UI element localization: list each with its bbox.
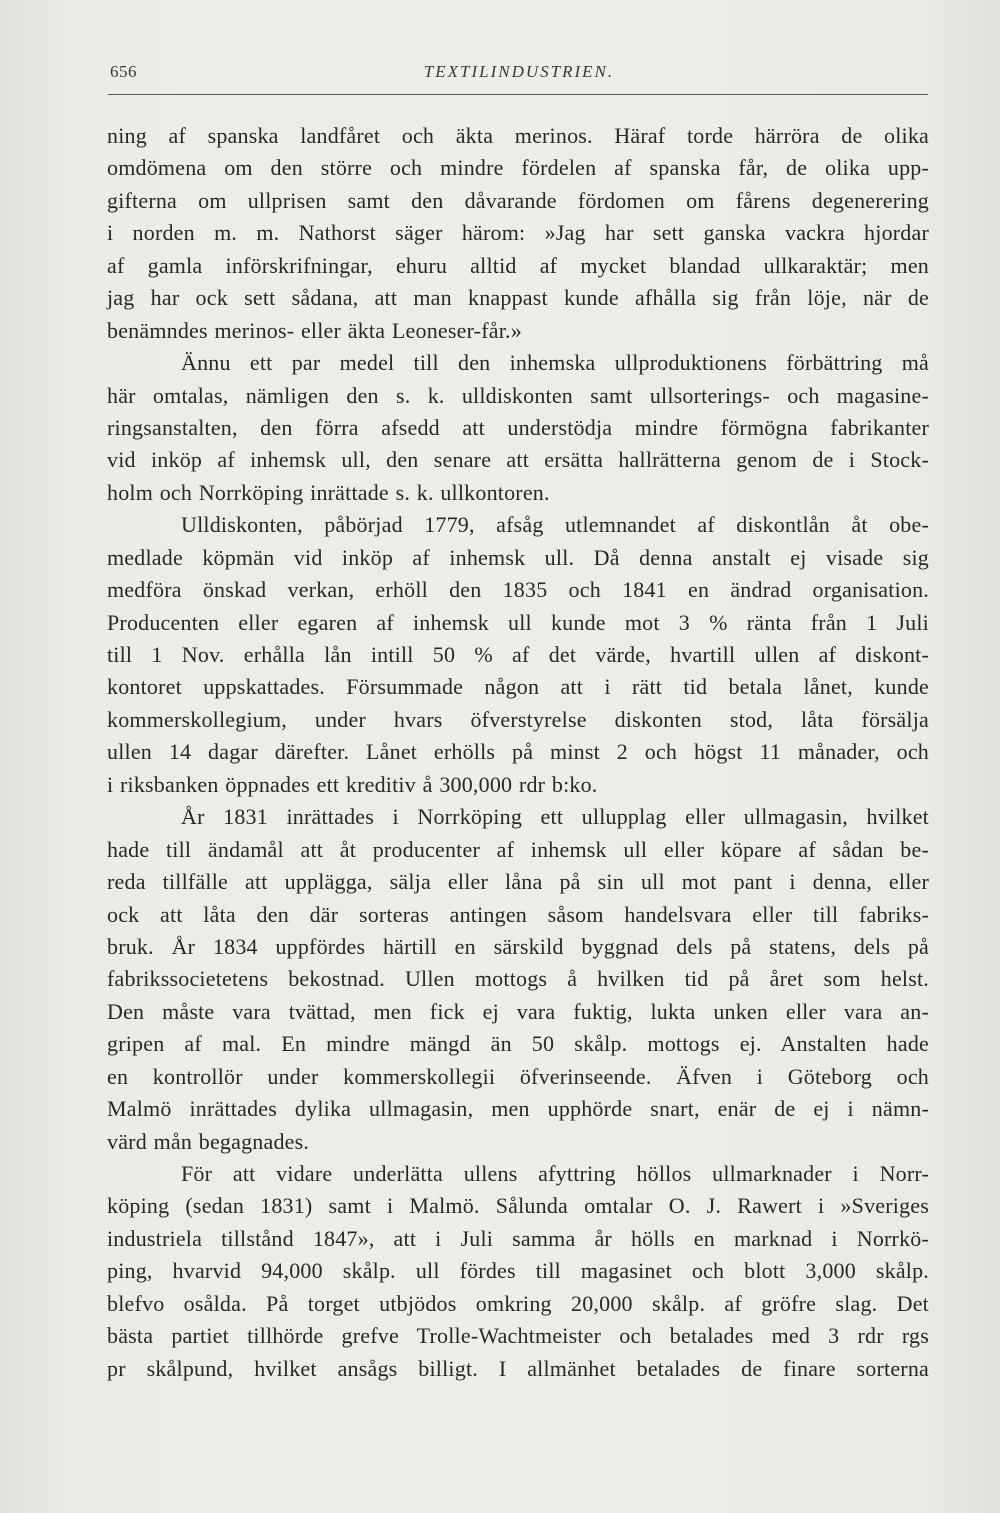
paragraph (107, 509, 929, 801)
text-line: en kontrollör under kommerskollegii öfverinseende. Äfven i Göteborg och (107, 1063, 929, 1089)
text-line: reda tillfälle att upplägga, sälja eller låna på sin ull mot pant i denna, eller (107, 869, 929, 895)
text-line: Malmö inrättades dylika ullmagasin, men upphörde snart, enär de ej i nämn- (107, 1096, 929, 1122)
text-line: Producenten eller egaren af inhemsk ull kunde mot 3 % ränta från 1 Juli (107, 609, 929, 635)
text-line: omdömena om den större och mindre fördelen af spanska får, de olika upp- (107, 155, 929, 181)
text-line: holm och Norrköping inrättade s. k. ullkontoren. (107, 479, 550, 505)
page-header (108, 62, 930, 88)
text-line: gifterna om ullprisen samt den dåvarande fördomen om fårens degenerering (107, 187, 929, 213)
text-line: gripen af mal. En mindre mängd än 50 skålp. mottogs ej. Anstalten hade (107, 1031, 929, 1057)
text-line: jag har ock sett sådana, att man knappast kunde afhålla sig från löje, när de (107, 285, 929, 311)
text-line: ullen 14 dagar därefter. Lånet erhölls på minst 2 och högst 11 månader, och (107, 739, 929, 765)
body-text (107, 120, 929, 1385)
text-line: hade till ändamål att åt producenter af inhemsk ull eller köpare af sådan be- (107, 836, 929, 862)
paragraph (107, 120, 929, 347)
text-line: till 1 Nov. erhålla lån intill 50 % af det värde, hvartill ullen af diskont- (107, 642, 929, 667)
header-rule (108, 94, 928, 95)
text-line: Den måste vara tvättad, men fick ej vara fuktig, lukta unken eller vara an- (107, 998, 929, 1024)
paragraph (107, 801, 929, 1158)
text-line: industriela tillstånd 1847», att i Juli samma år hölls en marknad i Norrkö- (107, 1225, 929, 1251)
text-line: benämndes merinos- eller äkta Leoneser-får.» (107, 317, 522, 343)
text-line: År 1831 inrättades i Norrköping ett ullupplag eller ullmagasin, hvilket (181, 804, 929, 830)
text-line: fabrikssocietetens bekostnad. Ullen mottogs å hvilken tid på året som helst. (107, 966, 929, 992)
paragraph (107, 1158, 929, 1385)
text-line: blefvo osålda. På torget utbjödos omkring 20,000 skålp. af gröfre slag. Det (107, 1290, 929, 1316)
text-line: medföra önskad verkan, erhöll den 1835 och 1841 en ändrad organisation. (107, 577, 929, 603)
text-line: pr skålpund, hvilket ansågs billigt. I allmänhet betalades de finare sorterna (107, 1355, 929, 1381)
text-line: i norden m. m. Nathorst säger härom: »Jag har sett ganska vackra hjordar (107, 220, 929, 246)
running-title: TEXTILINDUSTRIEN. (423, 62, 615, 81)
text-line: bästa partiet tillhörde grefve Trolle-Wachtmeister och betalades med 3 rdr rgs (107, 1323, 929, 1349)
text-line: bruk. År 1834 uppfördes härtill en särskild byggnad dels på statens, dels på (107, 933, 929, 959)
text-line: För att vidare underlätta ullens afyttring höllos ullmarknader i Norr- (181, 1161, 929, 1186)
paragraph (107, 347, 929, 509)
text-line: ping, hvarvid 94,000 skålp. ull fördes till magasinet och blott 3,000 skålp. (107, 1258, 929, 1284)
page-number: 656 (110, 62, 137, 81)
text-line: vid inköp af inhemsk ull, den senare att ersätta hallrätterna genom de i Stock- (107, 447, 929, 473)
text-line: köping (sedan 1831) samt i Malmö. Sålunda omtalar O. J. Rawert i »Sveriges (107, 1193, 929, 1219)
text-line: här omtalas, nämligen den s. k. ulldiskonten samt ullsorterings- och magasine- (107, 382, 929, 408)
text-line: kommerskollegium, under hvars öfverstyrelse diskonten stod, låta försälja (107, 706, 929, 732)
text-line: ock att låta den där sorteras antingen såsom handelsvara eller till fabriks- (107, 901, 929, 927)
text-line: Ulldiskonten, påbörjad 1779, afsåg utlemnandet af diskontlån åt obe- (181, 512, 929, 538)
text-line: ning af spanska landfåret och äkta merinos. Häraf torde härröra de olika (107, 123, 929, 148)
text-line: Ännu ett par medel till den inhemska ullproduktionens förbättring må (181, 350, 929, 376)
text-line: i riksbanken öppnades ett kreditiv å 300,000 rdr b:ko. (107, 771, 598, 797)
text-line: af gamla införskrifningar, ehuru alltid af mycket blandad ullkaraktär; men (107, 252, 929, 278)
text-line: ringsanstalten, den förra afsedd att understödja mindre förmögna fabrikanter (107, 414, 929, 440)
text-line: värd mån begagnades. (107, 1128, 310, 1154)
text-line: kontoret uppskattades. Försummade någon att i rätt tid betala lånet, kunde (107, 674, 929, 700)
text-line: medlade köpmän vid inköp af inhemsk ull. Då denna anstalt ej visade sig (107, 544, 929, 570)
